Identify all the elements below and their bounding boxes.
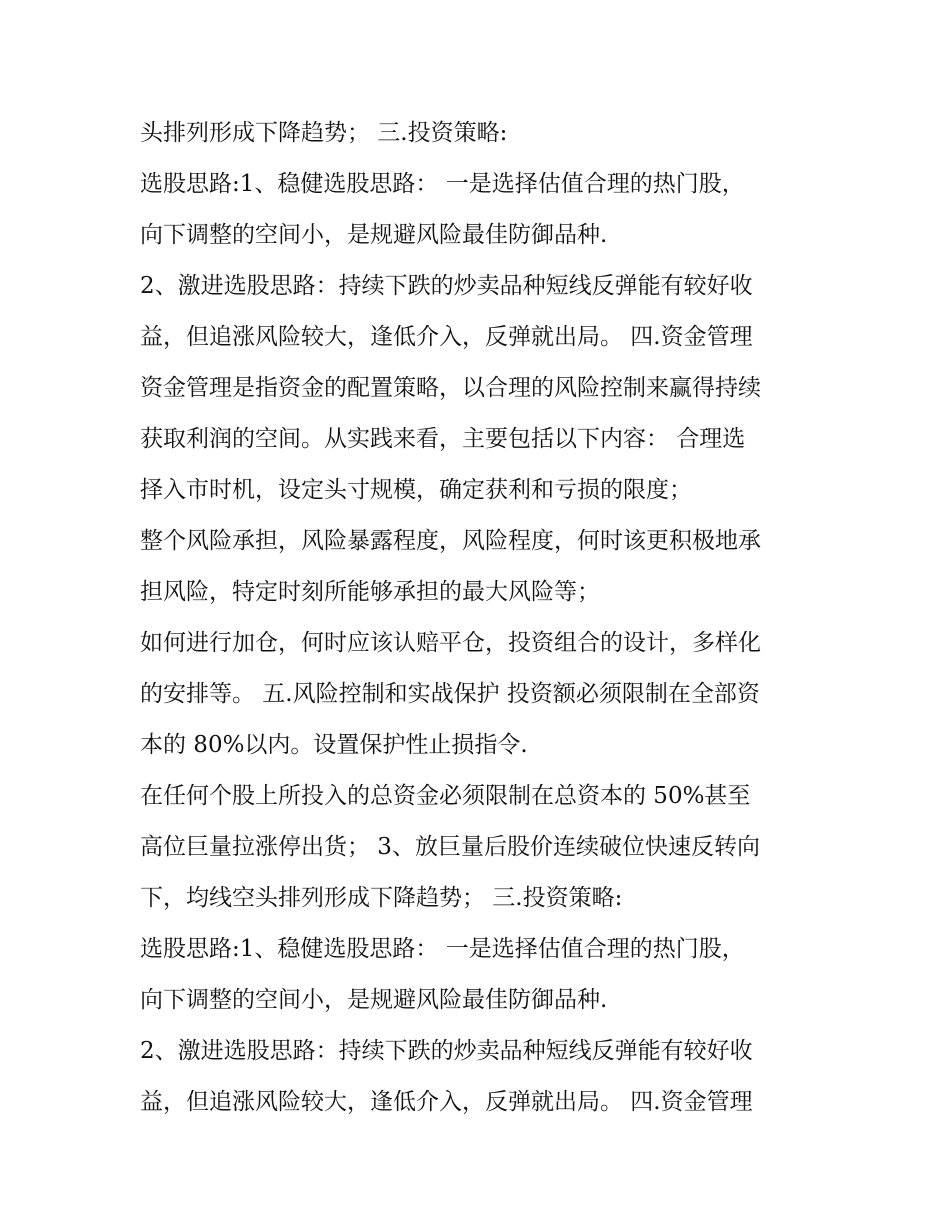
text-line-19: 2、激进选股思路：持续下跌的炒卖品种短线反弹能有较好收: [140, 1038, 753, 1064]
text-line-1: 头排列形成下降趋势； 三.投资策略:: [140, 120, 508, 146]
text-line-5: 益，但追涨风险较大，逢低介入，反弹就出局。 四.资金管理: [140, 324, 753, 350]
text-line-8: 择入市时机，设定头寸规模，确定获利和亏损的限度；: [140, 477, 692, 503]
text-line-16: 下，均线空头排列形成下降趋势； 三.投资策略:: [140, 885, 623, 911]
text-line-9: 整个风险承担，风险暴露程度，风险程度，何时该更积极地承: [140, 528, 761, 554]
text-line-14: 在任何个股上所投入的总资金必须限制在总资本的 50%甚至: [140, 783, 751, 809]
text-line-4: 2、激进选股思路：持续下跌的炒卖品种短线反弹能有较好收: [140, 273, 753, 299]
text-line-13: 本的 80%以内。设置保护性止损指令.: [140, 732, 528, 758]
text-line-7: 获取利润的空间。从实践来看，主要包括以下内容： 合理选: [140, 426, 746, 452]
text-line-2: 选股思路:1、稳健选股思路： 一是选择估值合理的热门股，: [140, 171, 745, 197]
document-body: [140, 108, 830, 1128]
text-line-17: 选股思路:1、稳健选股思路： 一是选择估值合理的热门股，: [140, 936, 745, 962]
text-line-6: 资金管理是指资金的配置策略，以合理的风险控制来赢得持续: [140, 375, 761, 401]
text-line-12: 的安排等。 五.风险控制和实战保护 投资额必须限制在全部资: [140, 681, 760, 707]
text-line-15: 高位巨量拉涨停出货； 3、放巨量后股价连续破位快速反转向: [140, 834, 760, 860]
text-line-11: 如何进行加仓，何时应该认赔平仓，投资组合的设计，多样化: [140, 630, 761, 656]
text-line-18: 向下调整的空间小，是规避风险最佳防御品种.: [140, 987, 608, 1013]
text-line-3: 向下调整的空间小，是规避风险最佳防御品种.: [140, 222, 608, 248]
text-line-10: 担风险，特定时刻所能够承担的最大风险等；: [140, 579, 600, 605]
text-line-20: 益，但追涨风险较大，逢低介入，反弹就出局。 四.资金管理: [140, 1089, 753, 1115]
